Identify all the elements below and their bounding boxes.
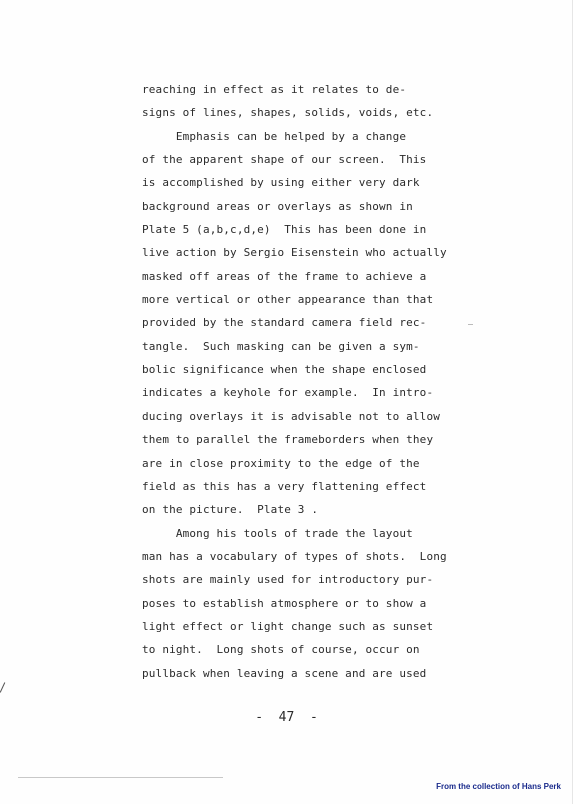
text-line: reaching in effect as it relates to de- bbox=[142, 83, 407, 96]
text-line: live action by Sergio Eisenstein who actually bbox=[142, 246, 447, 260]
text-line: masked off areas of the frame to achieve a bbox=[142, 269, 427, 283]
text-line: pullback when leaving a scene and are used bbox=[142, 666, 427, 680]
text-line: provided by the standard camera field rec- bbox=[142, 316, 427, 330]
text-line: bolic significance when the shape enclosed bbox=[142, 363, 427, 377]
collection-credit: From the collection of Hans Perk bbox=[436, 782, 561, 791]
margin-pencil-mark bbox=[0, 682, 5, 692]
page-number: - 47 - bbox=[255, 710, 318, 725]
text-line: of the apparent shape of our screen. This bbox=[142, 153, 427, 167]
text-line: more vertical or other appearance than that bbox=[142, 293, 434, 307]
text-line: shots are mainly used for introductory pur- bbox=[142, 573, 434, 587]
text-line: field as this has a very flattening effect bbox=[142, 479, 427, 493]
text-line: on the picture. Plate 3 . bbox=[142, 503, 319, 517]
body-text bbox=[142, 78, 472, 685]
text-line: man has a vocabulary of types of shots. Long bbox=[142, 549, 447, 563]
text-line: are in close proximity to the edge of the bbox=[142, 456, 420, 470]
stray-dash-mark bbox=[468, 324, 473, 325]
text-line: Among his tools of trade the layout bbox=[142, 526, 413, 540]
text-line: signs of lines, shapes, solids, voids, etc. bbox=[142, 106, 434, 120]
text-line: Emphasis can be helped by a change bbox=[142, 129, 407, 143]
text-line: background areas or overlays as shown in bbox=[142, 199, 413, 213]
text-line: them to parallel the frameborders when they bbox=[142, 433, 434, 447]
text-line: is accomplished by using either very dark bbox=[142, 176, 420, 190]
text-line: poses to establish atmosphere or to show a bbox=[142, 596, 427, 610]
text-line: tangle. Such masking can be given a sym- bbox=[142, 339, 420, 353]
text-line: ducing overlays it is advisable not to allow bbox=[142, 409, 440, 423]
text-line: to night. Long shots of course, occur on bbox=[142, 643, 420, 657]
footer-rule bbox=[18, 777, 223, 778]
text-line: Plate 5 (a,b,c,d,e) This has been done in bbox=[142, 223, 427, 237]
text-line: indicates a keyhole for example. In intro- bbox=[142, 386, 434, 400]
text-line: light effect or light change such as sunset bbox=[142, 619, 434, 633]
